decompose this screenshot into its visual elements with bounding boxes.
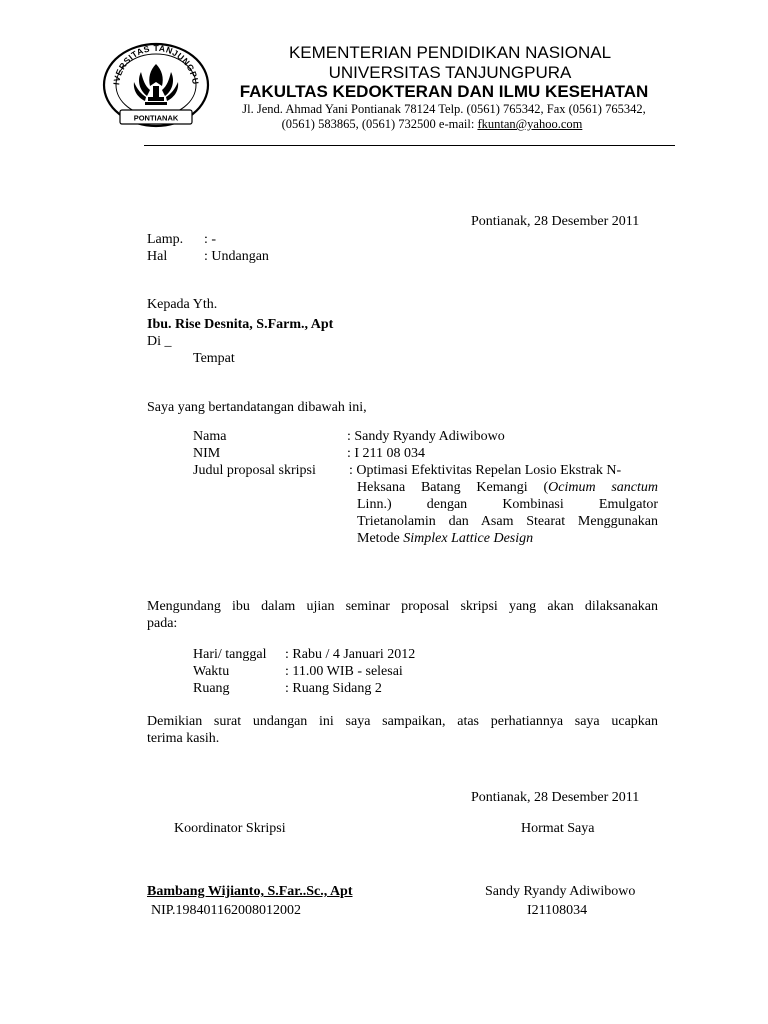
- svg-text:UNIVERSITAS TANJUNGPURA: IVERSITAS TANJUNGPU: [111, 42, 201, 86]
- judul-label: Judul proposal skripsi: [193, 463, 316, 478]
- recipient-place: Tempat: [193, 351, 235, 366]
- judul-line-2-text: Heksana Batang Kemangi (: [357, 480, 549, 495]
- university-seal-icon: [101, 42, 211, 128]
- invitation-line-1: Mengundang ibu dalam ujian seminar proposal skripsi yang akan dilaksanakan: [147, 599, 658, 614]
- hari-value: : Rabu / 4 Januari 2012: [285, 647, 416, 662]
- ruang-label: Ruang: [193, 681, 230, 696]
- university-logo: [101, 42, 211, 128]
- address-line-1: Jl. Jend. Ahmad Yani Pontianak 78124 Telp. (0561) 765342, Fax (0561) 765342,: [242, 102, 646, 116]
- hal-label: Hal: [147, 249, 168, 264]
- nim-label: NIM: [193, 446, 221, 461]
- left-signer-name: Bambang Wijianto, S.Far..Sc., Apt: [147, 884, 353, 899]
- lamp-value: : -: [204, 232, 217, 247]
- email-link[interactable]: fkuntan@yahoo.com: [477, 117, 583, 131]
- judul-species-name: Ocimum sanctum: [548, 480, 658, 495]
- nama-label: Nama: [193, 429, 227, 444]
- ministry-name: KEMENTERIAN PENDIDIKAN NASIONAL: [288, 43, 612, 62]
- nim-value: : I 211 08 034: [347, 446, 426, 461]
- judul-line-2: [357, 479, 658, 496]
- right-signer-title: Hormat Saya: [521, 821, 595, 836]
- letterhead-divider: [144, 145, 675, 146]
- judul-line-5: [357, 530, 533, 547]
- closing-line-1: Demikian surat undangan ini saya sampaikan, atas perhatiannya saya ucapkan: [147, 714, 658, 729]
- waktu-label: Waktu: [193, 664, 230, 679]
- ruang-value: : Ruang Sidang 2: [285, 681, 382, 696]
- judul-line-5-text: Metode: [357, 531, 404, 546]
- faculty-name: FAKULTAS KEDOKTERAN DAN ILMU KESEHATAN: [239, 82, 649, 101]
- judul-method-name: Simplex Lattice Design: [403, 531, 534, 546]
- address-line-2: [212, 117, 652, 132]
- svg-text:PONTIANAK: PONTIANAK: [133, 113, 179, 123]
- closing-line-2: terima kasih.: [147, 731, 220, 746]
- nama-value: : Sandy Ryandy Adiwibowo: [347, 429, 505, 444]
- judul-line-3: Linn.) dengan Kombinasi Emulgator: [357, 497, 658, 512]
- recipient-greeting: Kepada Yth.: [147, 297, 218, 312]
- letter-date: Pontianak, 28 Desember 2011: [471, 214, 640, 229]
- lamp-label: Lamp.: [147, 232, 184, 247]
- right-signer-nim: I21108034: [527, 903, 588, 918]
- recipient-di: Di _: [147, 334, 172, 349]
- hal-value: : Undangan: [204, 249, 269, 264]
- invitation-line-2: pada:: [147, 616, 178, 631]
- recipient-name: Ibu. Rise Desnita, S.Farm., Apt: [147, 317, 334, 332]
- waktu-value: : 11.00 WIB - selesai: [285, 664, 403, 679]
- judul-line-4: Trietanolamin dan Asam Stearat Menggunakan: [357, 514, 658, 529]
- right-signer-name: Sandy Ryandy Adiwibowo: [485, 884, 636, 899]
- address-phone-text: (0561) 583865, (0561) 732500 e-mail:: [281, 117, 478, 131]
- intro-text: Saya yang bertandatangan dibawah ini,: [147, 400, 367, 415]
- left-signer-nip: NIP.198401162008012002: [151, 903, 301, 918]
- university-name: UNIVERSITAS TANJUNGPURA: [328, 63, 572, 82]
- signature-date: Pontianak, 28 Desember 2011: [471, 790, 640, 805]
- left-signer-title: Koordinator Skripsi: [174, 821, 286, 836]
- judul-line-1: : Optimasi Efektivitas Repelan Losio Ekstrak N-: [349, 463, 622, 478]
- hari-label: Hari/ tanggal: [193, 647, 267, 662]
